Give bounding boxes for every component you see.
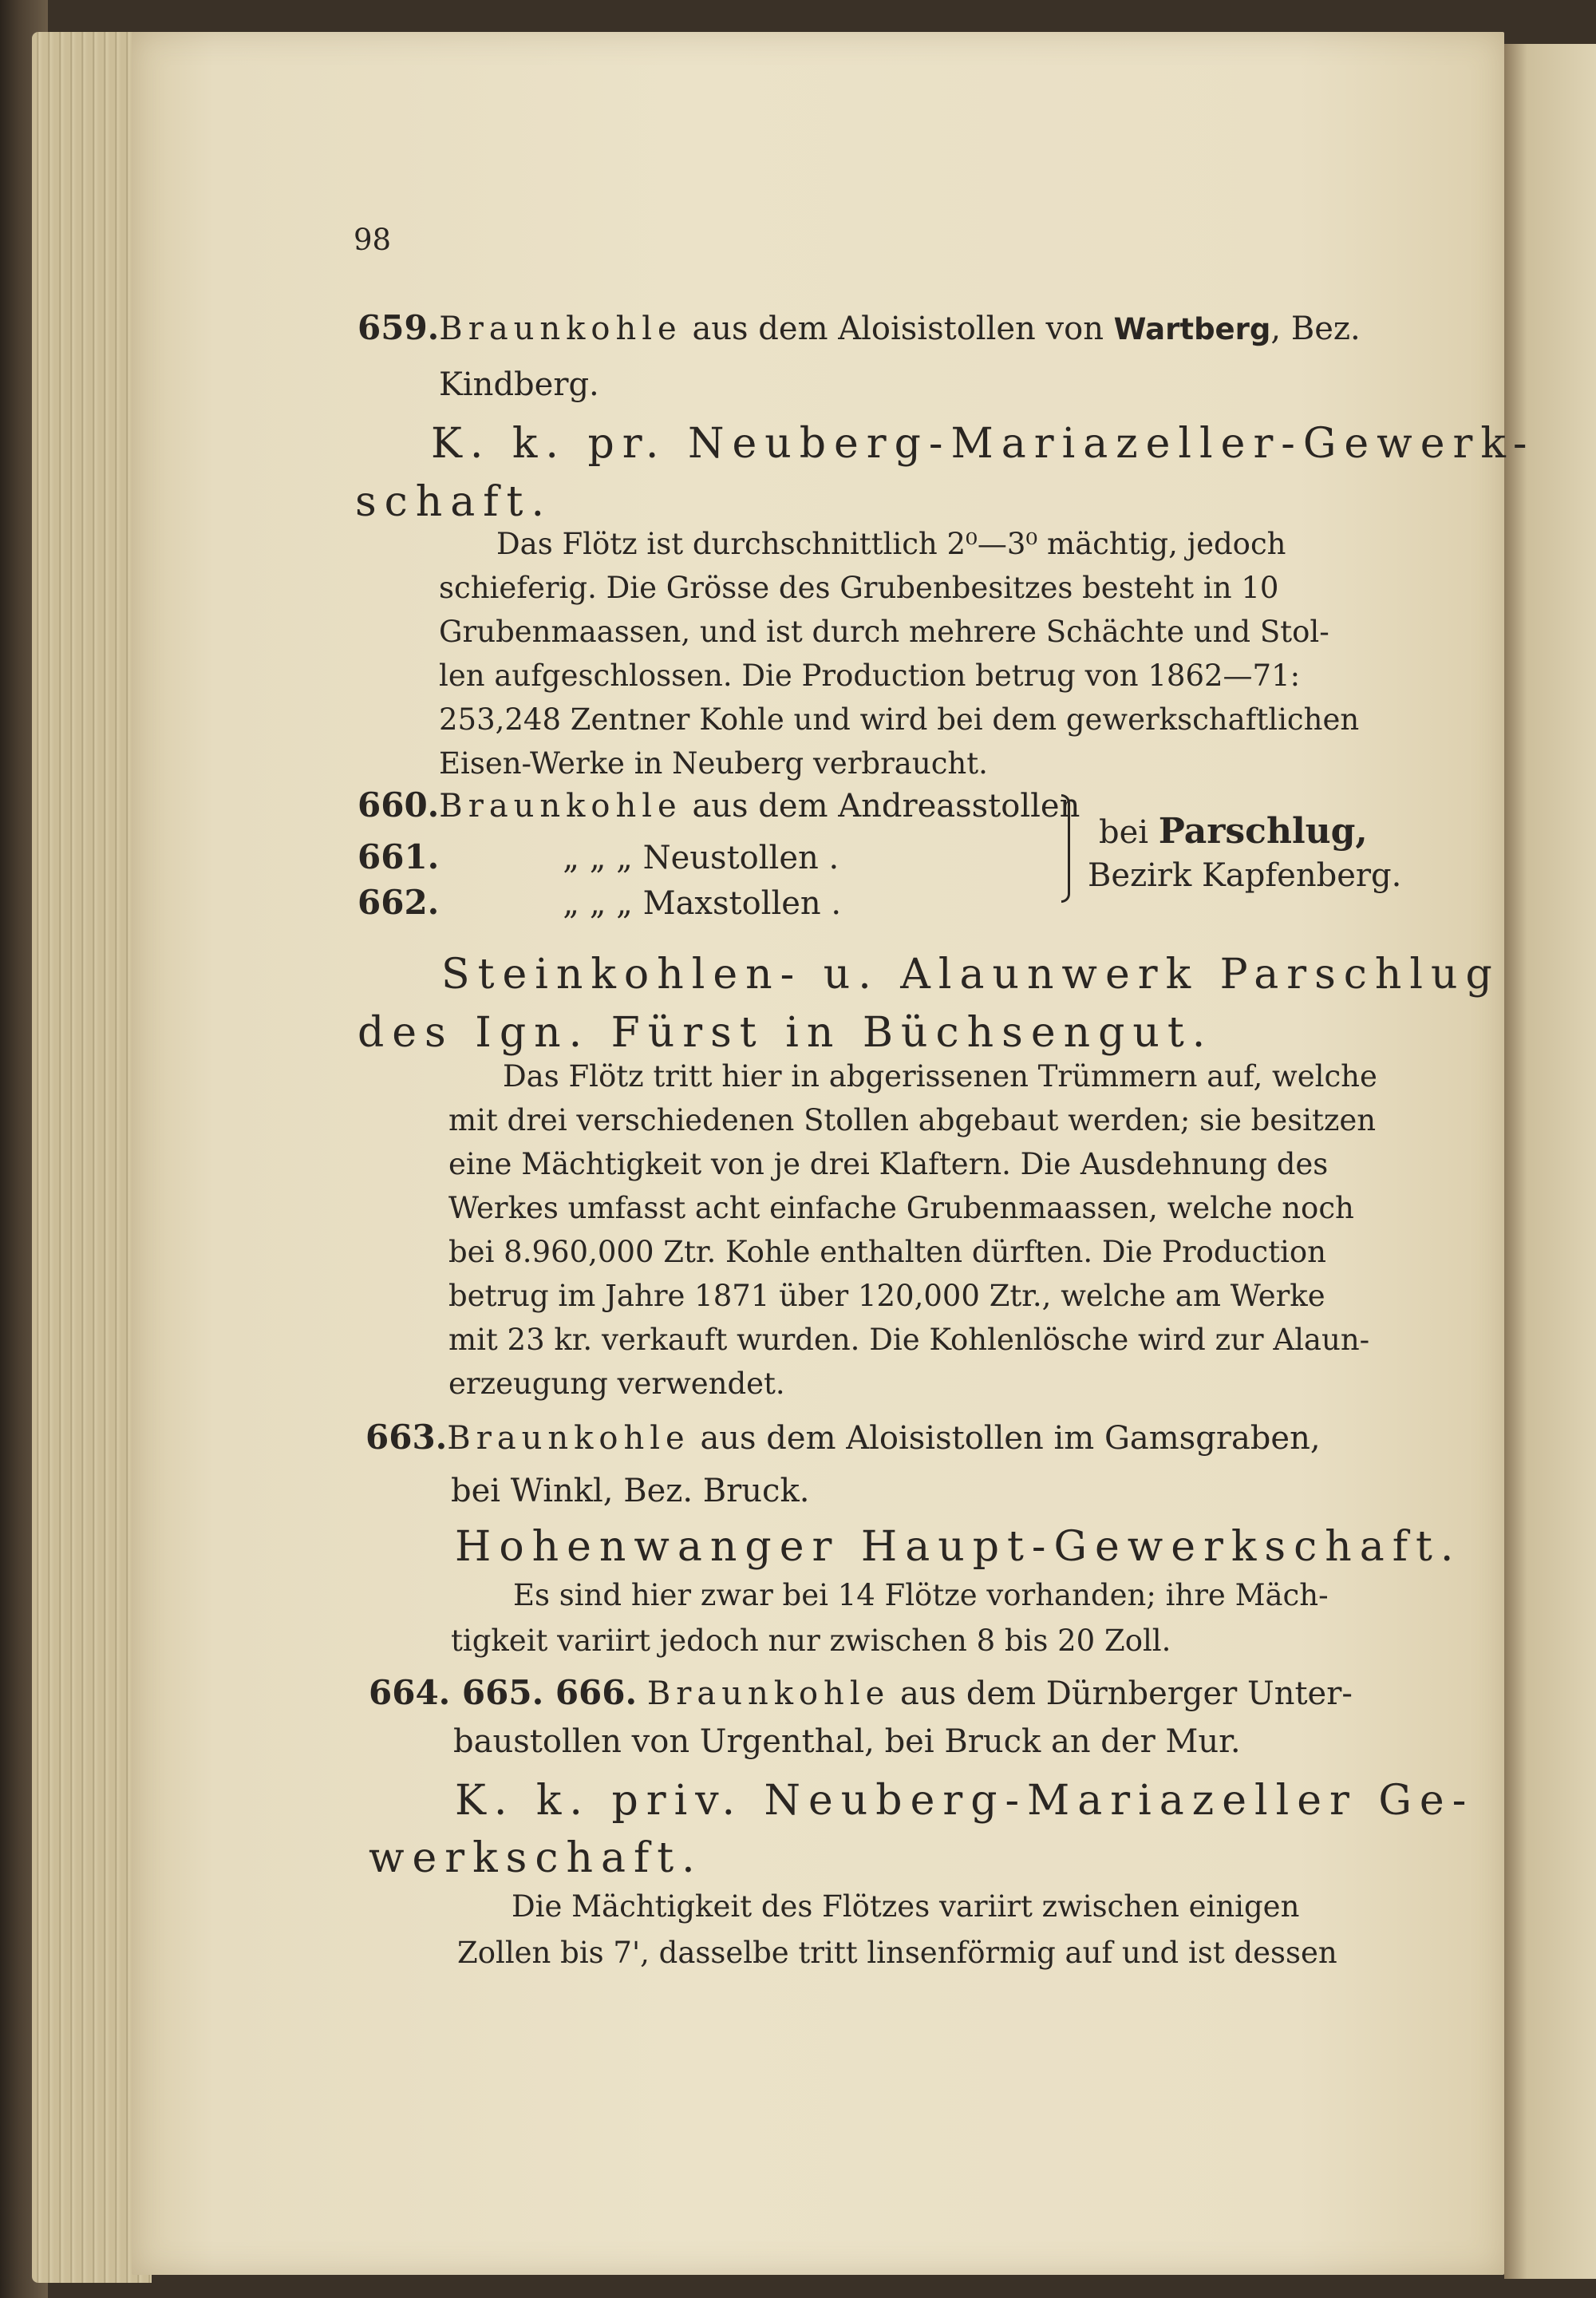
- text-line: bei 8.960,000 Ztr. Kohle enthalten dürften. Die Production: [448, 1235, 1326, 1269]
- text-line: Es sind hier zwar bei 14 Flötze vorhanden; ihre Mäch-: [513, 1578, 1329, 1612]
- section-heading: Steinkohlen- u. Alaunwerk Parschlug: [441, 951, 1500, 999]
- text-line: Zollen bis 7', dasselbe tritt linsenförmig auf und ist dessen: [457, 1936, 1337, 1970]
- text-line: len aufgeschlossen. Die Production betrug von 1862—71:: [439, 659, 1301, 693]
- entry-text: aus dem Andreasstollen: [681, 788, 1080, 825]
- entry-text: aus dem Aloisistollen im Gamsgraben,: [689, 1420, 1321, 1457]
- text-line: Das Flötz tritt hier in abgerissenen Trümmern auf, welche: [503, 1059, 1377, 1094]
- entry-text: aus dem Aloisistollen von: [681, 310, 1114, 347]
- book-page: [132, 32, 1535, 2275]
- text-line: Werkes umfasst acht einfache Grubenmaassen, welche noch: [448, 1191, 1354, 1225]
- entry-661: [358, 837, 839, 876]
- entry-lead: Braunkohle: [447, 1420, 690, 1457]
- entry-text: „ „ „ Neustollen .: [563, 840, 839, 876]
- text-line: mit drei verschiedenen Stollen abgebaut werden; sie besitzen: [448, 1103, 1377, 1137]
- section-heading: K. k. priv. Neuberg-Mariazeller Ge-: [455, 1777, 1475, 1825]
- text-line: Grubenmaassen, und ist durch mehrere Schächte und Stol-: [439, 615, 1329, 649]
- entry-664-line2: baustollen von Urgenthal, bei Bruck an der Mur.: [453, 1723, 1241, 1760]
- entry-number: 660.: [358, 785, 440, 825]
- section-heading: werkschaft.: [369, 1834, 703, 1882]
- text-line: Das Flötz ist durchschnittlich 2⁰—3⁰ mächtig, jedoch: [496, 527, 1286, 561]
- section-heading: des Ign. Fürst in Büchsengut.: [358, 1009, 1214, 1057]
- entry-lead: Braunkohle: [439, 310, 682, 347]
- text-line: Eisen-Werke in Neuberg verbraucht.: [439, 746, 988, 781]
- entry-text: , Bez.: [1270, 310, 1361, 347]
- text-line: erzeugung verwendet.: [448, 1367, 785, 1401]
- entry-663-line2: bei Winkl, Bez. Bruck.: [451, 1473, 810, 1509]
- brace-location-line1: [1099, 811, 1368, 852]
- text-line: eine Mächtigkeit von je drei Klaftern. Die Ausdehnung des: [448, 1147, 1329, 1181]
- entry-text: aus dem Dürnberger Unter-: [890, 1675, 1353, 1712]
- section-heading: K. k. pr. Neuberg-Mariazeller-Gewerk-: [431, 420, 1535, 468]
- page-number: 98: [354, 223, 392, 257]
- text-line: tigkeit variirt jedoch nur zwischen 8 bis 20 Zoll.: [451, 1624, 1171, 1658]
- section-heading: schaft.: [355, 478, 552, 526]
- entry-place: Wartberg: [1113, 312, 1271, 346]
- entry-662: [358, 883, 842, 922]
- brace: [1061, 794, 1070, 903]
- entry-number: 662.: [358, 883, 440, 922]
- entry-664-line1: [369, 1673, 1353, 1712]
- entry-659-line1: [358, 308, 1361, 347]
- entry-659-line2: Kindberg.: [439, 366, 599, 403]
- entry-number: 659.: [358, 308, 440, 347]
- brace-location-line2: Bezirk Kapfenberg.: [1088, 857, 1402, 894]
- entry-663-line1: [365, 1418, 1321, 1457]
- facing-page-edge: [1504, 44, 1596, 2279]
- text-line: betrug im Jahre 1871 über 120,000 Ztr., welche am Werke: [448, 1279, 1325, 1313]
- entry-number: 664. 665. 666.: [369, 1673, 638, 1712]
- entry-text: „ „ „ Maxstollen .: [563, 885, 842, 922]
- entry-number: 663.: [365, 1418, 448, 1457]
- text-line: mit 23 kr. verkauft wurden. Die Kohlenlösche wird zur Alaun-: [448, 1323, 1370, 1357]
- text-line: schieferig. Die Grösse des Grubenbesitzes besteht in 10: [439, 571, 1279, 605]
- entry-660: [358, 785, 1080, 825]
- entry-lead: Braunkohle: [646, 1675, 891, 1712]
- brace-text: bei: [1099, 814, 1159, 851]
- text-line: Die Mächtigkeit des Flötzes variirt zwischen einigen: [512, 1889, 1300, 1924]
- entry-lead: Braunkohle: [439, 788, 682, 825]
- brace-place: Parschlug,: [1158, 811, 1368, 852]
- section-heading: Hohenwanger Haupt-Gewerkschaft.: [455, 1523, 1462, 1571]
- entry-number: 661.: [358, 837, 440, 876]
- text-line: 253,248 Zentner Kohle und wird bei dem gewerkschaftlichen: [439, 702, 1360, 737]
